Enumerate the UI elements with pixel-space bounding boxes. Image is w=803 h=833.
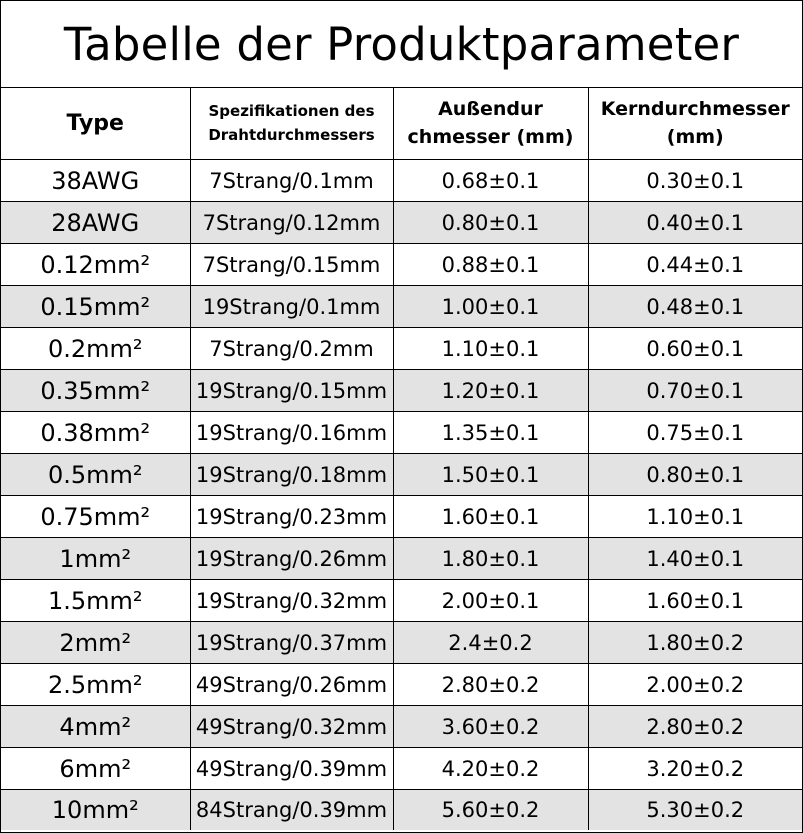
table-row	[1, 496, 802, 538]
cell-type: 0.75mm²	[1, 496, 190, 538]
header-spec-line2: Drahtdurchmessers	[208, 125, 375, 144]
header-outer-line2: chmesser (mm)	[407, 125, 574, 148]
cell-spec: 49Strang/0.26mm	[190, 664, 393, 706]
cell-outer-diameter: 1.35±0.1	[393, 412, 588, 454]
header-row	[1, 88, 802, 160]
cell-core-diameter: 0.60±0.1	[588, 328, 802, 370]
cell-core-diameter: 0.48±0.1	[588, 286, 802, 328]
cell-spec: 19Strang/0.32mm	[190, 580, 393, 622]
cell-core-diameter: 0.80±0.1	[588, 454, 802, 496]
cell-core-diameter: 0.44±0.1	[588, 244, 802, 286]
cell-type: 2.5mm²	[1, 664, 190, 706]
cell-core-diameter: 3.20±0.2	[588, 748, 802, 790]
parameter-table	[1, 88, 802, 830]
table-row	[1, 580, 802, 622]
header-type: Type	[1, 88, 190, 160]
table-row	[1, 748, 802, 790]
cell-core-diameter: 5.30±0.2	[588, 790, 802, 831]
table-row	[1, 370, 802, 412]
cell-core-diameter: 1.40±0.1	[588, 538, 802, 580]
table-title: Tabelle der Produktparameter	[1, 1, 802, 88]
cell-outer-diameter: 0.80±0.1	[393, 202, 588, 244]
header-core-line2: (mm)	[666, 125, 724, 148]
table-body	[1, 160, 802, 831]
cell-type: 6mm²	[1, 748, 190, 790]
table-row	[1, 538, 802, 580]
cell-outer-diameter: 2.4±0.2	[393, 622, 588, 664]
cell-type: 2mm²	[1, 622, 190, 664]
cell-type: 0.15mm²	[1, 286, 190, 328]
cell-type: 0.12mm²	[1, 244, 190, 286]
cell-spec: 7Strang/0.12mm	[190, 202, 393, 244]
cell-outer-diameter: 3.60±0.2	[393, 706, 588, 748]
cell-spec: 19Strang/0.23mm	[190, 496, 393, 538]
table-header	[1, 88, 802, 160]
cell-type: 38AWG	[1, 160, 190, 202]
cell-outer-diameter: 1.50±0.1	[393, 454, 588, 496]
header-core-diameter	[588, 88, 802, 160]
cell-spec: 84Strang/0.39mm	[190, 790, 393, 831]
cell-type: 1mm²	[1, 538, 190, 580]
header-core-line1: Kerndurchmesser	[600, 97, 790, 120]
table-row	[1, 706, 802, 748]
table-row	[1, 412, 802, 454]
cell-outer-diameter: 4.20±0.2	[393, 748, 588, 790]
cell-outer-diameter: 1.20±0.1	[393, 370, 588, 412]
cell-spec: 7Strang/0.2mm	[190, 328, 393, 370]
table-row	[1, 622, 802, 664]
table-row	[1, 286, 802, 328]
table-row	[1, 202, 802, 244]
cell-outer-diameter: 5.60±0.2	[393, 790, 588, 831]
cell-core-diameter: 1.10±0.1	[588, 496, 802, 538]
header-outer-diameter	[393, 88, 588, 160]
cell-spec: 19Strang/0.16mm	[190, 412, 393, 454]
cell-outer-diameter: 1.80±0.1	[393, 538, 588, 580]
cell-core-diameter: 0.30±0.1	[588, 160, 802, 202]
cell-spec: 19Strang/0.15mm	[190, 370, 393, 412]
cell-outer-diameter: 0.88±0.1	[393, 244, 588, 286]
cell-type: 28AWG	[1, 202, 190, 244]
cell-core-diameter: 0.40±0.1	[588, 202, 802, 244]
cell-outer-diameter: 2.00±0.1	[393, 580, 588, 622]
cell-type: 0.5mm²	[1, 454, 190, 496]
table-row	[1, 664, 802, 706]
cell-type: 0.38mm²	[1, 412, 190, 454]
header-spec-line1: Spezifikationen des	[208, 102, 375, 121]
cell-spec: 49Strang/0.39mm	[190, 748, 393, 790]
cell-outer-diameter: 1.10±0.1	[393, 328, 588, 370]
cell-spec: 49Strang/0.32mm	[190, 706, 393, 748]
header-spec	[190, 88, 393, 160]
cell-type: 4mm²	[1, 706, 190, 748]
cell-type: 1.5mm²	[1, 580, 190, 622]
cell-spec: 19Strang/0.1mm	[190, 286, 393, 328]
header-outer-line1: Außendur	[438, 97, 543, 120]
cell-core-diameter: 1.80±0.2	[588, 622, 802, 664]
table-row	[1, 454, 802, 496]
table-row	[1, 328, 802, 370]
table-row	[1, 790, 802, 831]
table-row	[1, 160, 802, 202]
cell-core-diameter: 0.75±0.1	[588, 412, 802, 454]
cell-spec: 19Strang/0.18mm	[190, 454, 393, 496]
cell-spec: 7Strang/0.1mm	[190, 160, 393, 202]
cell-core-diameter: 1.60±0.1	[588, 580, 802, 622]
cell-core-diameter: 2.00±0.2	[588, 664, 802, 706]
cell-outer-diameter: 1.60±0.1	[393, 496, 588, 538]
cell-outer-diameter: 2.80±0.2	[393, 664, 588, 706]
cell-spec: 19Strang/0.26mm	[190, 538, 393, 580]
cell-spec: 19Strang/0.37mm	[190, 622, 393, 664]
cell-outer-diameter: 1.00±0.1	[393, 286, 588, 328]
cell-spec: 7Strang/0.15mm	[190, 244, 393, 286]
table-row	[1, 244, 802, 286]
cell-type: 0.2mm²	[1, 328, 190, 370]
cell-core-diameter: 2.80±0.2	[588, 706, 802, 748]
cell-type: 0.35mm²	[1, 370, 190, 412]
cell-outer-diameter: 0.68±0.1	[393, 160, 588, 202]
cell-core-diameter: 0.70±0.1	[588, 370, 802, 412]
cell-type: 10mm²	[1, 790, 190, 831]
